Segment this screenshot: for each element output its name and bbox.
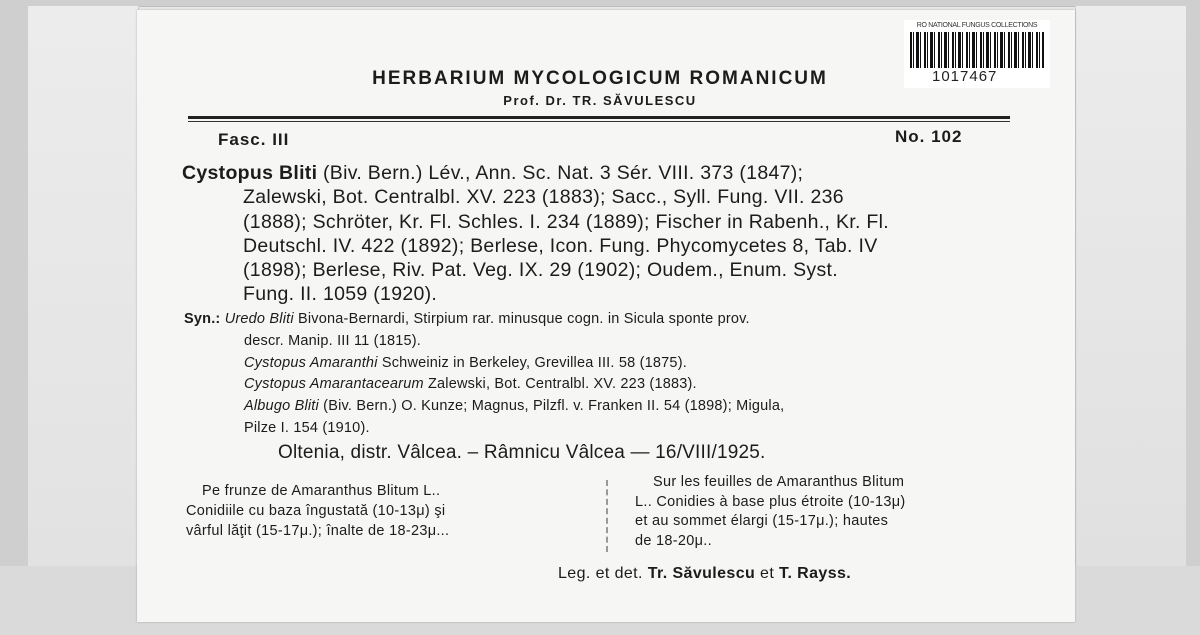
note-line: Conidiile cu baza îngustată (10-13μ) şi [186,503,446,519]
collector-conjunction: et [755,565,780,582]
specimen-number: No. 102 [895,127,963,146]
determiner-name: T. Rayss. [779,565,852,582]
collector-line [558,565,851,583]
synonym-name: Cystopus Amarantacearum [244,376,424,393]
note-line: Pe frunze de Amaranthus Blitum L.. [202,483,441,499]
citation-line: (1898); Berlese, Riv. Pat. Veg. IX. 29 (1902); Oudem., Enum. Syst. [243,259,838,282]
collector-name: Tr. Săvulescu [647,565,756,582]
taxon-entry [182,161,1022,307]
citation-line: (Biv. Bern.) Lév., Ann. Sc. Nat. 3 Sér. VIII. 373 (1847); [317,162,804,184]
herbarium-subtitle: Prof. Dr. TR. SĂVULESCU [503,93,697,108]
fascicle-label: Fasc. III [218,130,290,149]
collector-prefix: Leg. et det. [558,565,648,582]
barcode-caption: RO NATIONAL FUNGUS COLLECTIONS [916,22,1038,29]
note-line: Sur les feuilles de Amaranthus Blitum [653,474,905,490]
collection-locality: Oltenia, distr. Vâlcea. – Râmnicu Vâlcea — 16/VIII/1925. [278,442,766,463]
note-line: L.. Conidies à base plus étroite (10-13μ) [635,493,906,510]
synonym-line [184,396,1024,418]
synonym-line [184,374,1024,396]
citation-line: (1888); Schröter, Kr. Fl. Schles. I. 234 (1889); Fischer in Rabenh., Kr. Fl. [243,210,889,233]
barcode-number: 1017467 [932,68,998,85]
envelope-fold-right [1075,6,1186,566]
notes-french [635,473,1035,551]
citation-line: Zalewski, Bot. Centralbl. XV. 223 (1883); Sacc., Syll. Fung. VII. 236 [243,186,844,209]
header-rule-thin [188,121,1010,122]
synonyms-label: Syn.: [184,311,221,327]
synonym-name: Cystopus Amaranthi [244,354,378,371]
synonym-citation: Zalewski, Bot. Centralbl. XV. 223 (1883). [423,376,697,393]
note-line: de 18-20μ.. [635,532,712,549]
synonym-name: Albugo Bliti [244,398,319,415]
citation-line: Deutschl. IV. 422 (1892); Berlese, Icon. Fung. Phycomycetes 8, Tab. IV [243,234,878,257]
synonym-citation: Bivona-Bernardi, Stirpium rar. minusque cogn. in Sicula sponte prov. [293,311,750,327]
barcode-image [910,32,1044,68]
taxon-line-1 [182,161,1022,185]
synonym-line [184,353,1024,375]
header-rule [188,116,1010,119]
note-line: et au sommet élargi (15-17μ.); hautes [635,513,889,529]
synonym-citation: Schweiniz in Berkeley, Grevillea III. 58 (1875). [377,354,687,371]
synonyms-block [184,309,1024,440]
synonym-name: Uredo Bliti [224,311,294,327]
notes-romanian [186,481,596,541]
synonym-citation: Pilze I. 154 (1910). [244,419,370,436]
synonym-citation: (Biv. Bern.) O. Kunze; Magnus, Pilzfl. v. Franken II. 54 (1898); Migula, [318,398,785,415]
synonym-line [184,309,1024,331]
envelope-fold-left [28,6,139,566]
herbarium-title: HERBARIUM MYCOLOGICUM ROMANICUM [372,68,828,89]
species-name: Cystopus Bliti [182,162,318,184]
citation-line: Fung. II. 1059 (1920). [243,283,438,306]
note-line: vârful lăţit (15-17μ.); înalte de 18-23μ... [186,523,450,539]
column-divider [606,480,608,552]
synonym-citation: descr. Manip. III 11 (1815). [244,332,422,349]
